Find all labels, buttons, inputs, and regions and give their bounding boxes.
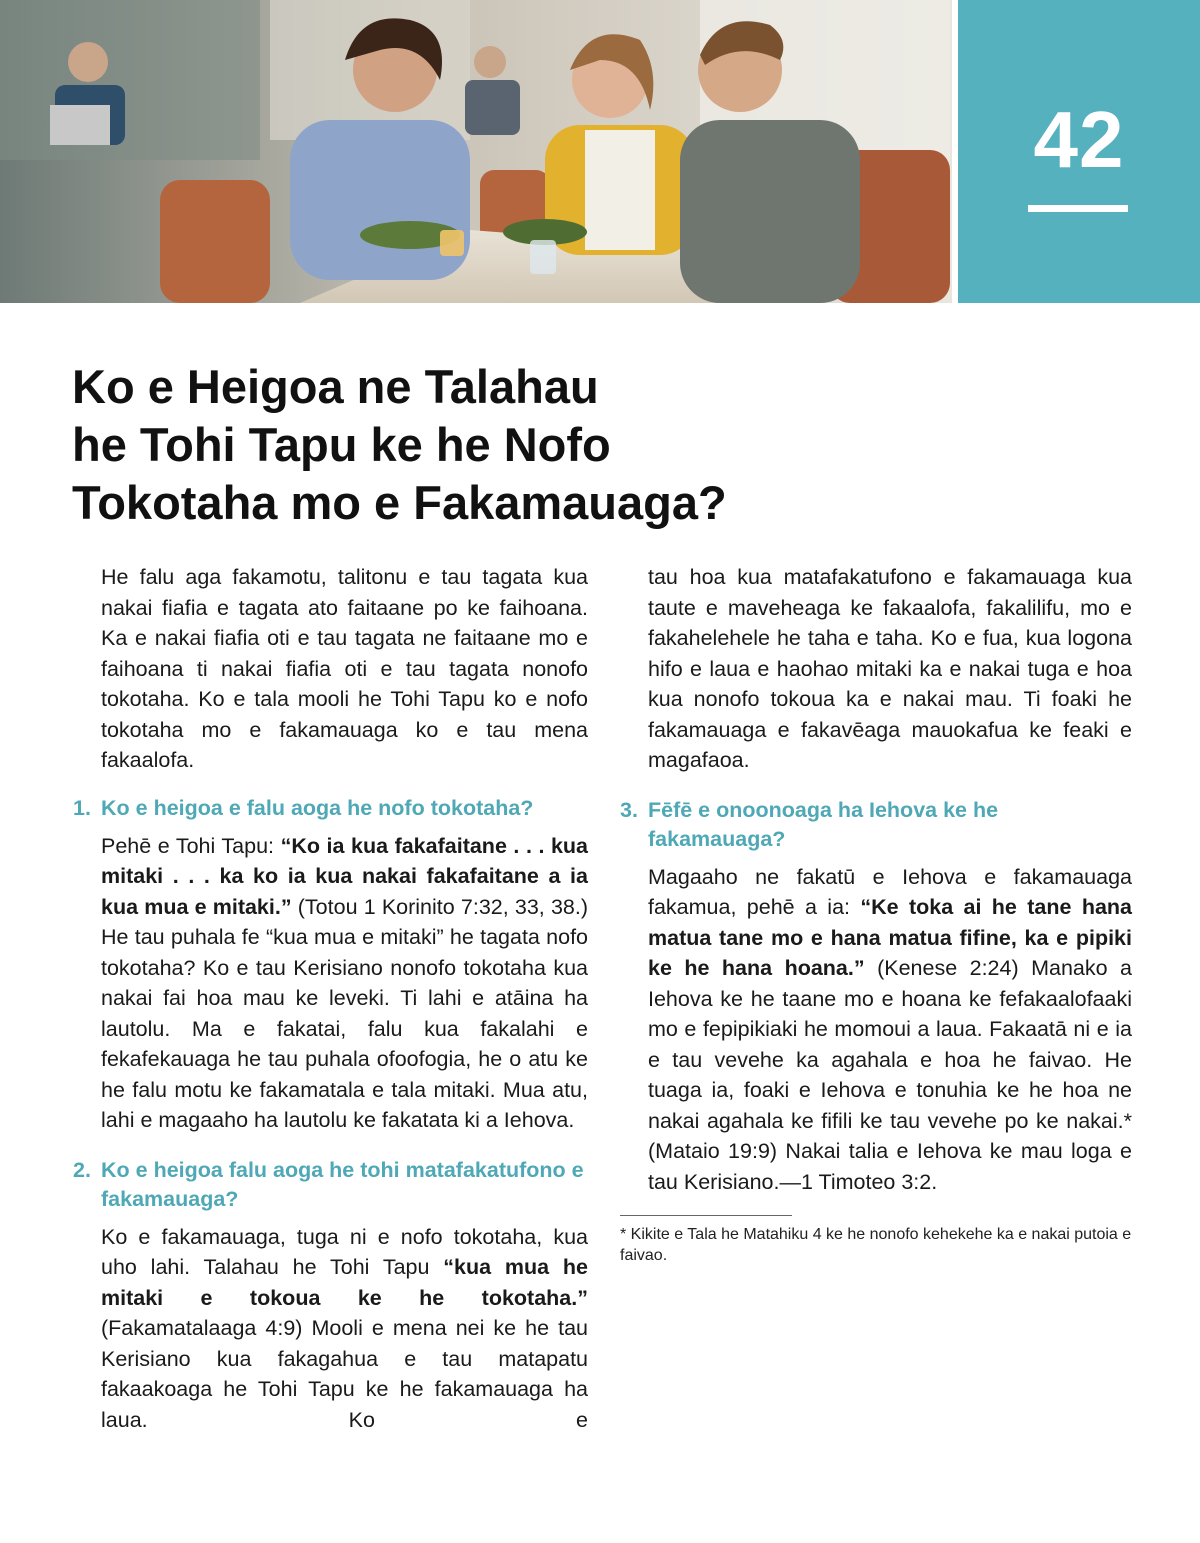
header-photo: [0, 0, 952, 303]
question-2-number: 2.: [73, 1157, 91, 1182]
intro-paragraph: He falu aga fakamotu, talitonu e tau tagata kua nakai fiafia e tagata ato faitaane po ke faihoana. Ka e nakai fiafia oti e tau tagata ne faitaane mo e faihoana ti nakai fiafia oti e tau tagata nonofo tokotaha. Ko e tala mooli he Tohi Tapu ko e nofo tokotaha mo e fakamauaga ko e tau mena fakaalofa.: [101, 565, 588, 772]
answer-3-scripture-quote: “Ke toka ai he tane hana matua tane mo e hana matua fifine, ka e pipiki ke he hana hoana.”: [648, 895, 1132, 980]
question-1-number: 1.: [73, 795, 91, 820]
title-line-2: he Tohi Tapu ke he Nofo: [72, 418, 611, 471]
lesson-number-box: [958, 0, 1200, 303]
question-3-text: Fēfē e onoonoaga ha Iehova ke he fakamauaga?: [648, 797, 999, 851]
answer-3-text-b: (Kenese 2:24) Manako a Iehova ke he taane mo e hoana ke fefakaalofaaki mo e fepipikiaki he momoui a laua. Fakaatā ni e ia e tau vevehe ka agahala e hoa he faivao. He tuaga ia, foaki e Iehova e tonuhia ke he hoa ne nakai agahala ke fifili ke tau vevehe po ke nakai.* (Mataio 19:9) Nakai talia e Iehova ke mau loga e tau Kerisiano.—1 Timoteo 3:2.: [648, 956, 1132, 1194]
answer-1-text-b: (Totou 1 Korinito 7:32, 33, 38.) He tau puhala fe “kua mua e mitaki” he tagata nofo tokotaha? Ko e tau Kerisiano nonofo tokotaha kua nakai fai hoa mau ke leveki. Ti lahi e atāina ha lautolu. Ma e fakatai, falu kua fakalahi e fekafekauaga he tau puhala ofoofogia, he o atu ke he falu motu ke fakamatala e tala mitaki. Mua atu, lahi e magaaho ha lautolu ke fakatata ki a Iehova.: [101, 894, 588, 1132]
answer-1-scripture-quote: “Ko ia kua fakafaitane . . . kua mitaki . . . ka ko ia kua nakai fakafaitane a ia kua mua e mitaki.”: [101, 833, 589, 919]
question-2-text: Ko e heigoa falu aoga he tohi matafakatufono e fakamauaga?: [101, 1157, 584, 1211]
title-line-3: Tokotaha mo e Fakamauaga?: [72, 476, 727, 529]
lesson-number: 42: [1033, 95, 1125, 184]
answer-1-paragraph: [73, 831, 588, 1136]
photo-icon: [0, 0, 952, 303]
footnote-divider: [620, 1215, 792, 1216]
answer-1-text-a: Pehē e Tohi Tapu:: [101, 833, 281, 858]
question-3: [620, 796, 1132, 854]
question-1-text: Ko e heigoa e falu aoga he nofo tokotaha?: [101, 795, 534, 820]
lesson-number-underline: [1028, 205, 1128, 212]
question-1: [73, 794, 588, 823]
page-title: [72, 358, 832, 532]
answer-2-text-a: Ko e fakamauaga, tuga ni e nofo tokotaha, kua uho lahi. Talahau he Tohi Tapu: [101, 1224, 588, 1279]
question-2: [73, 1156, 588, 1214]
left-column: [73, 562, 588, 1435]
question-3-number: 3.: [620, 797, 638, 822]
title-line-1: Ko e Heigoa ne Talahau: [72, 360, 599, 413]
answer-2-continued: tau hoa kua matafakatufono e fakamauaga kua taute e maveheaga ke fakaalofa, fakalilifu, mo e fakahelehele he taha e taha. Ko e fua, kua logona hifo e laua e haohao mitaki ka e nakai tuga e hoa kua nonofo tokoua ka e nakai mau. Ti foaki he fakamauaga e fakavēaga mauokafua ke feaki e magafaoa.: [648, 565, 1132, 772]
answer-2-scripture-quote: “kua mua he mitaki e tokoua ke he tokotaha.”: [101, 1255, 589, 1310]
answer-3-paragraph: [620, 862, 1132, 1198]
answer-2-paragraph: [73, 1222, 588, 1436]
answer-3-text-a: Magaaho ne fakatū e Iehova e fakamauaga fakamua, pehē a ia:: [648, 864, 1132, 919]
answer-2-text-b: (Fakamatalaaga 4:9) Mooli e mena nei ke he tau Kerisiano kua fakagahua e tau matapatu fakaakoaga he Tohi Tapu ke he fakamauaga ha laua. Ko e: [101, 1316, 588, 1432]
right-column: [620, 562, 1132, 1266]
footnote: * Kikite e Tala he Matahiku 4 ke he nonofo kehekehe ka e nakai putoia e faivao.: [620, 1226, 1132, 1264]
